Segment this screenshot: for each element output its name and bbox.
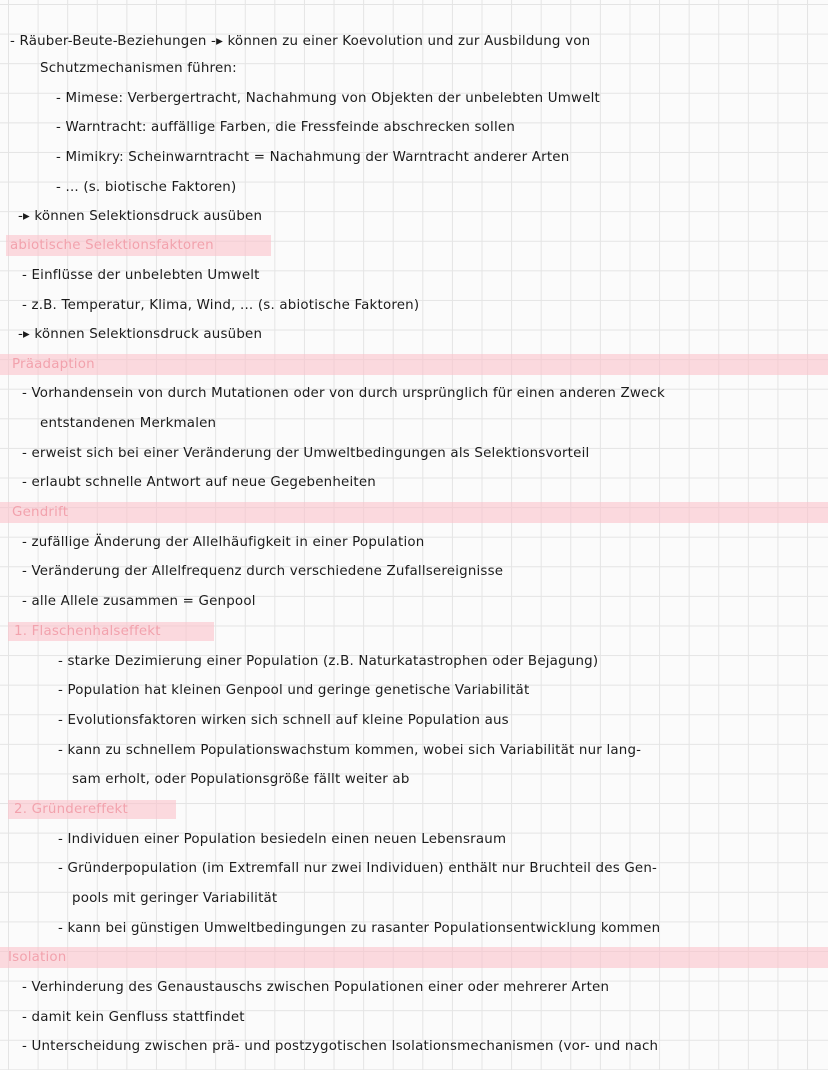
intro-line: - Mimese: Verbergertracht, Nachahmung von Objekten der unbelebten Umwelt: [56, 91, 601, 106]
section-line: - Vorhandensein von durch Mutationen oder von durch ursprünglich für einen anderen Zweck: [22, 386, 665, 401]
intro-line: - ... (s. biotische Faktoren): [56, 180, 237, 195]
section-line: - Unterscheidung zwischen prä- und postzygotischen Isolationsmechanismen (vor- und nach: [22, 1039, 659, 1054]
section-line: - Verhinderung des Genaustauschs zwischen Populationen einer oder mehrerer Arten: [22, 980, 610, 995]
section-line: entstandenen Merkmalen: [40, 416, 217, 431]
heading-gruendereffekt: [8, 800, 176, 819]
heading-label: Gendrift: [12, 505, 69, 520]
heading-isolation: [0, 947, 828, 968]
intro-line: Schutzmechanismen führen:: [40, 61, 237, 76]
section-line: -▸ können Selektionsdruck ausüben: [18, 327, 263, 342]
section-line: - damit kein Genfluss stattfindet: [22, 1010, 245, 1025]
heading-label: 2. Gründereffekt: [14, 802, 128, 817]
section-line: - Gründerpopulation (im Extremfall nur zwei Individuen) enthält nur Bruchteil des Gen-: [58, 861, 658, 876]
heading-abiotische-selektionsfaktoren: [6, 235, 271, 256]
section-line: - Einflüsse der unbelebten Umwelt: [22, 268, 260, 283]
section-line: - zufällige Änderung der Allelhäufigkeit in einer Population: [22, 535, 425, 550]
section-line: - kann zu schnellem Populationswachstum kommen, wobei sich Variabilität nur lang-: [58, 743, 642, 758]
section-line: - alle Allele zusammen = Genpool: [22, 594, 256, 609]
section-line: - erweist sich bei einer Veränderung der Umweltbedingungen als Selektionsvorteil: [22, 446, 590, 461]
section-line: pools mit geringer Variabilität: [72, 891, 278, 906]
section-line: - erlaubt schnelle Antwort auf neue Gegebenheiten: [22, 475, 376, 490]
section-line: - Population hat kleinen Genpool und geringe genetische Variabilität: [58, 683, 530, 698]
section-line: sam erholt, oder Populationsgröße fällt weiter ab: [72, 772, 410, 787]
section-line: - Veränderung der Allelfrequenz durch verschiedene Zufallsereignisse: [22, 564, 504, 579]
heading-label: Präadaption: [12, 357, 95, 372]
heading-gendrift: [0, 502, 828, 523]
heading-praeadaption: [0, 354, 828, 375]
heading-label: abiotische Selektionsfaktoren: [10, 238, 214, 253]
intro-line: -▸ können Selektionsdruck ausüben: [18, 209, 263, 224]
section-line: - z.B. Temperatur, Klima, Wind, ... (s. abiotische Faktoren): [22, 298, 420, 313]
intro-line: - Räuber-Beute-Beziehungen -▸ können zu einer Koevolution und zur Ausbildung von: [10, 34, 591, 49]
section-line: - Evolutionsfaktoren wirken sich schnell auf kleine Population aus: [58, 713, 509, 728]
heading-label: Isolation: [8, 950, 67, 965]
section-line: - Individuen einer Population besiedeln einen neuen Lebensraum: [58, 832, 507, 847]
heading-label: 1. Flaschenhalseffekt: [14, 624, 161, 639]
heading-flaschenhalseffekt: [8, 622, 214, 641]
section-line: - kann bei günstigen Umweltbedingungen zu rasanter Populationsentwicklung kommen: [58, 921, 661, 936]
intro-line: - Warntracht: auffällige Farben, die Fressfeinde abschrecken sollen: [56, 120, 516, 135]
section-line: - starke Dezimierung einer Population (z.B. Naturkatastrophen oder Bejagung): [58, 654, 599, 669]
intro-line: - Mimikry: Scheinwarntracht = Nachahmung der Warntracht anderer Arten: [56, 150, 570, 165]
